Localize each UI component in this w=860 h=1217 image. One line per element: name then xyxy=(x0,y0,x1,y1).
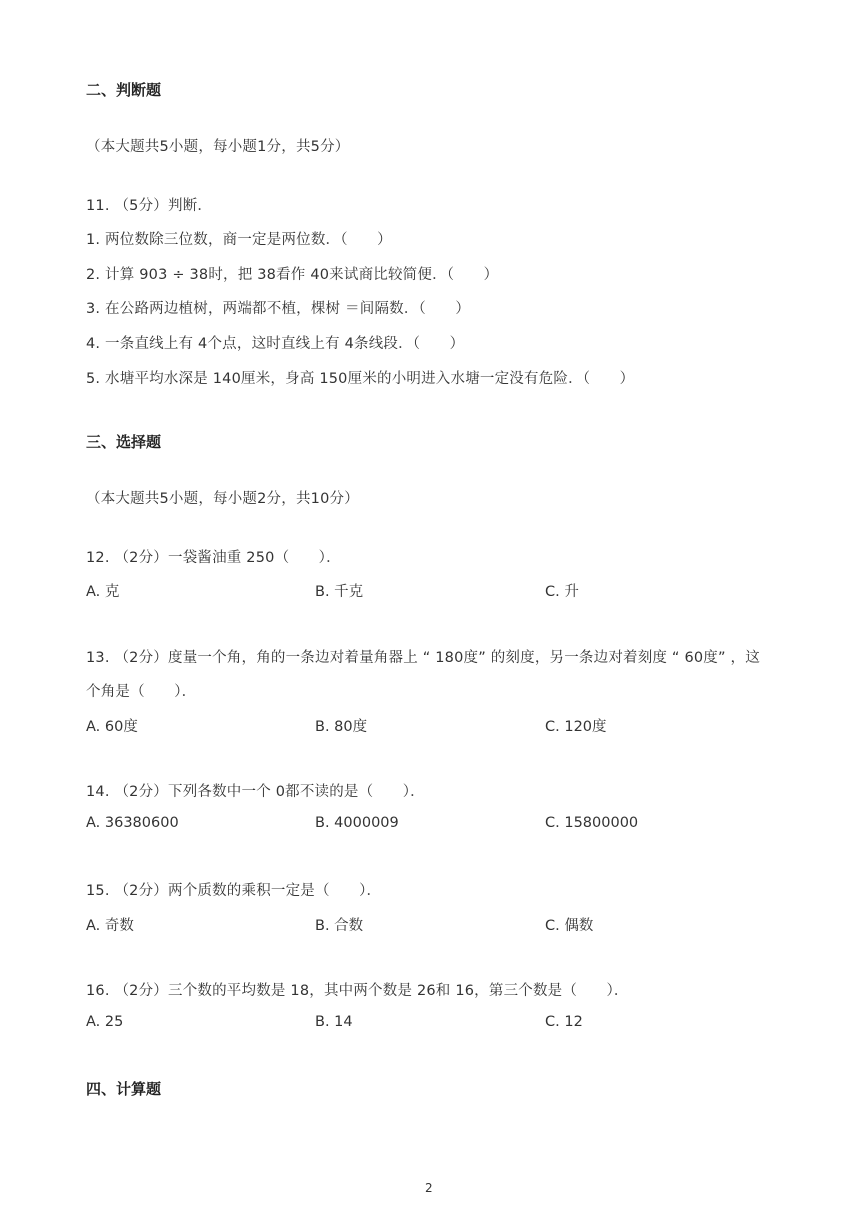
question-13-option-a: A. 60度 xyxy=(86,719,138,735)
question-14-option-b: B. 4000009 xyxy=(315,815,399,831)
judgment-item-1: 1. 两位数除三位数，商一定是两位数．（ ） xyxy=(86,232,392,248)
page-number: 2 xyxy=(425,1181,433,1195)
question-12-option-c: C. 升 xyxy=(545,584,579,600)
judgment-item-2: 2. 计算 903 ÷ 38时，把 38看作 40来试商比较简便．（ ） xyxy=(86,267,499,283)
section-heading-judgment: 二、判断题 xyxy=(86,81,162,99)
question-14-option-a: A. 36380600 xyxy=(86,815,179,831)
question-13-option-b: B. 80度 xyxy=(315,719,368,735)
question-14-option-c: C. 15800000 xyxy=(545,815,639,831)
question-13-stem-line-2: 个角是（ ）． xyxy=(86,684,197,700)
section-note-choice: （本大题共5小题，每小题2分，共10分） xyxy=(86,491,359,507)
question-16-option-b: B. 14 xyxy=(315,1014,353,1030)
question-11-stem: 11. （5分）判断． xyxy=(86,198,213,214)
question-16-stem: 16. （2分）三个数的平均数是 18，其中两个数是 26和 16，第三个数是（ ）． xyxy=(86,983,629,999)
judgment-item-5: 5. 水塘平均水深是 140厘米，身高 150厘米的小明进入水塘一定没有危险．（ ） xyxy=(86,371,635,387)
question-14-stem: 14. （2分）下列各数中一个 0都不读的是（ ）． xyxy=(86,784,425,800)
question-16-option-a: A. 25 xyxy=(86,1014,124,1030)
section-note-judgment: （本大题共5小题，每小题1分，共5分） xyxy=(86,139,350,155)
question-12-option-b: B. 千克 xyxy=(315,584,364,600)
section-heading-choice: 三、选择题 xyxy=(86,433,162,451)
question-16-option-c: C. 12 xyxy=(545,1014,583,1030)
question-12-option-a: A. 克 xyxy=(86,584,120,600)
question-12-stem: 12. （2分）一袋酱油重 250（ ）． xyxy=(86,550,341,566)
question-15-stem: 15. （2分）两个质数的乘积一定是（ ）． xyxy=(86,883,382,899)
section-heading-calculation: 四、计算题 xyxy=(86,1080,162,1098)
question-15-option-c: C. 偶数 xyxy=(545,918,594,934)
question-13-stem-line-1: 13. （2分）度量一个角，角的一条边对着量角器上 “ 180度” 的刻度，另一条边对着刻度 “ 60度” ，这 xyxy=(86,650,760,666)
judgment-item-4: 4. 一条直线上有 4个点，这时直线上有 4条线段．（ ） xyxy=(86,336,465,352)
question-15-option-a: A. 奇数 xyxy=(86,918,134,934)
judgment-item-3: 3. 在公路两边植树，两端都不植，棵树 ＝间隔数．（ ） xyxy=(86,301,471,317)
question-15-option-b: B. 合数 xyxy=(315,918,364,934)
question-13-option-c: C. 120度 xyxy=(545,719,607,735)
